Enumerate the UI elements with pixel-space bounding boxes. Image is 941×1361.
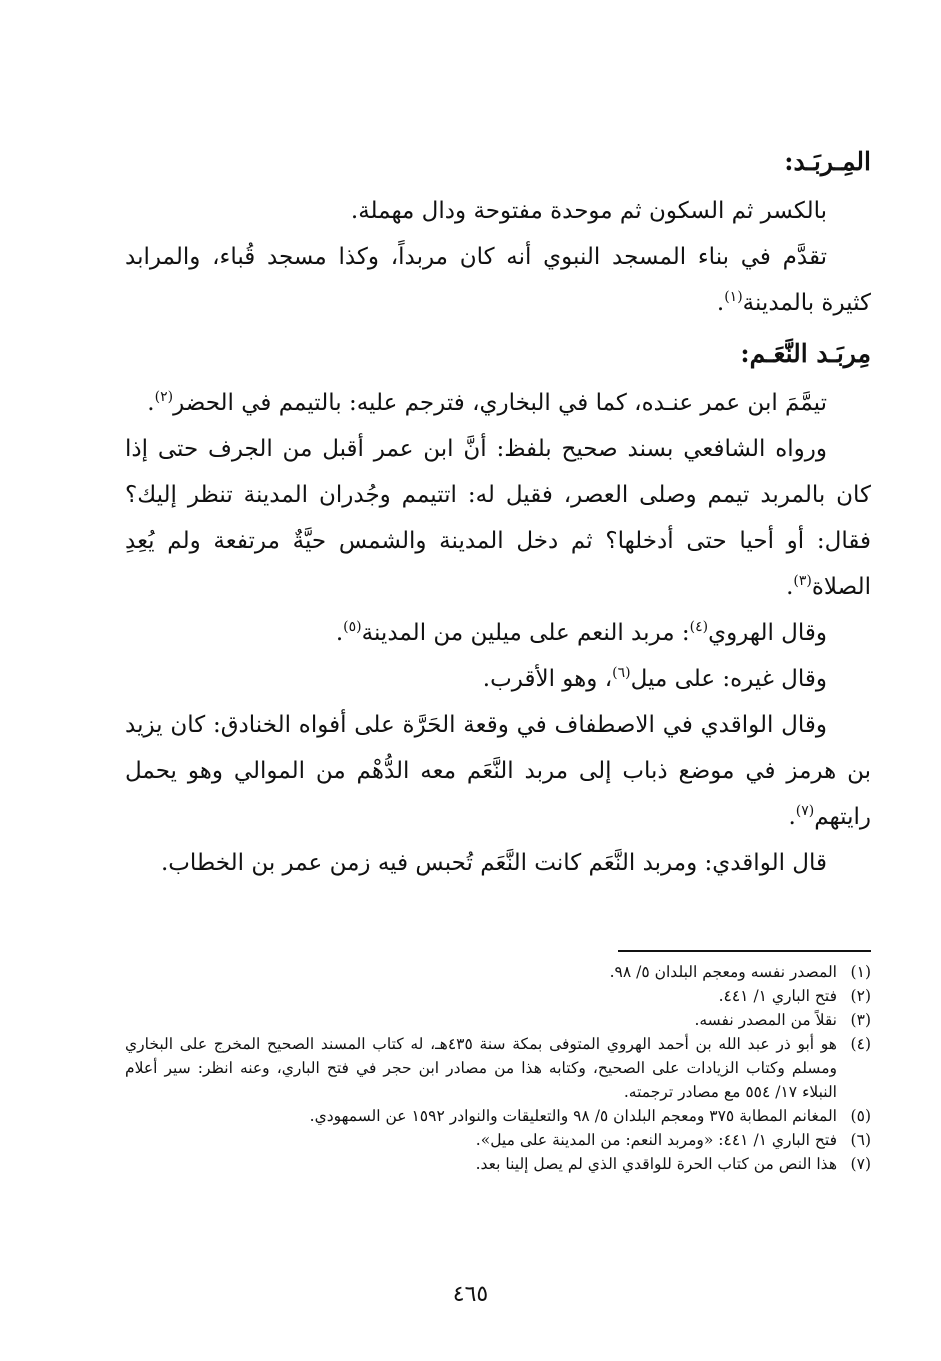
footnote-item	[125, 984, 871, 1008]
footnote-text: المصدر نفسه ومعجم البلدان ٥/ ٩٨.	[609, 963, 837, 981]
footnote-ref[interactable]: (١)	[724, 289, 743, 305]
footnote-text: هذا النص من كتاب الحرة للواقدي الذي لم يصل إلينا بعد.	[475, 1155, 837, 1173]
paragraph	[125, 188, 871, 234]
paragraph	[125, 702, 871, 840]
footnote-ref[interactable]: (٧)	[795, 803, 815, 819]
entry-heading-mirbad-alnaam: مِربَـد النَّعَـم:	[740, 339, 871, 368]
paragraph-text: قال الواقدي: ومربد النَّعَم كانت النَّعَم تُحبس فيه زمن عمر بن الخطاب.	[160, 850, 827, 876]
paragraph-text: وقال غيره: على ميل	[630, 666, 827, 692]
footnote-item	[125, 1032, 871, 1104]
paragraph-text: وقال الواقدي في الاصطفاف في وقعة الحَرَّة على أفواه الخنادق: كان يزيد بن هرمز في موضع ذباب إلى مربد النَّعَم معه الدُّهْم من الموالي وهو يحمل رايتهم	[125, 712, 871, 830]
footnote-number: (٣)	[850, 1011, 871, 1029]
paragraph	[125, 610, 871, 656]
paragraph-text-tail: .	[788, 804, 796, 830]
entry-heading-mirbad: المِـربَـد:	[784, 147, 871, 176]
footnote-number: (٤)	[850, 1035, 871, 1053]
paragraph-text-tail: : مربد النعم على ميلين من المدينة	[361, 620, 690, 646]
paragraph	[125, 426, 871, 610]
footnote-text: المغانم المطابة ٣٧٥ ومعجم البلدان ٥/ ٩٨ والتعليقات والنوادر ١٥٩٢ عن السمهودي.	[309, 1107, 837, 1125]
paragraph-text-tail: .	[716, 290, 725, 316]
paragraph-text: وقال الهروي	[708, 620, 827, 646]
entry-body-mirbad-alnaam	[125, 380, 871, 886]
footnote-ref[interactable]: (٣)	[793, 573, 812, 589]
footnote-text: نقلاً من المصدر نفسه.	[694, 1011, 837, 1029]
footnote-separator	[618, 950, 871, 952]
footnote-number: (٢)	[850, 987, 871, 1005]
paragraph-text-tail: .	[335, 620, 344, 646]
footnote-text: فتح الباري ١/ ٤٤١: «ومربد النعم: من المدينة على ميل».	[475, 1131, 837, 1149]
paragraph	[125, 840, 871, 886]
footnote-ref[interactable]: (٢)	[154, 389, 174, 405]
paragraph-text-tail: .	[786, 574, 794, 600]
paragraph-text: تقدَّم في بناء المسجد النبوي أنه كان مربداً، وكذا مسجد قُباء، والمرابد كثيرة بالمدينة	[125, 244, 871, 316]
footnote-item	[125, 1128, 871, 1152]
page-number: ٤٦٥	[452, 1282, 489, 1307]
footnote-number: (١)	[850, 963, 871, 981]
footnote-ref[interactable]: (٥)	[343, 619, 362, 635]
paragraph	[125, 234, 871, 326]
footnote-number: (٧)	[850, 1155, 871, 1173]
paragraph-text: تيمَّمَ ابن عمر عنـده، كما في البخاري، فترجم عليه: بالتيمم في الحضر	[173, 390, 827, 416]
footnote-text: هو أبو ذر عبد الله بن أحمد الهروي المتوفى بمكة سنة ٤٣٥هـ، له كتاب المسند الصحيح المخرج على البخاري ومسلم وكتاب الزيادات على الصحيح، وكتابه هذا من مصادر ابن حجر في فتح الباري، وعنه انظر: سير أعلام النبلاء ١٧/ ٥٥٤ مع مصادر ترجمته.	[125, 1035, 837, 1101]
footnote-item	[125, 1008, 871, 1032]
footnote-item	[125, 1104, 871, 1128]
footnote-number: (٥)	[850, 1107, 871, 1125]
paragraph	[125, 380, 871, 426]
footnotes	[125, 960, 871, 1176]
paragraph-text: بالكسر ثم السكون ثم موحدة مفتوحة ودال مهملة.	[350, 198, 827, 224]
footnote-ref[interactable]: (٤)	[689, 619, 709, 635]
paragraph-text-tail: ، وهو الأقرب.	[482, 666, 613, 692]
paragraph-text: ورواه الشافعي بسند صحيح بلفظ: أنَّ ابن عمر أقبل من الجرف حتى إذا كان بالمربد تيمم وصلى العصر، فقيل له: اتتيمم وجُدران المدينة تنظر إليك؟ فقال: أو أحيا حتى أدخلها؟ ثم دخل المدينة والشمس حيَّةٌ مرتفعة ولم يُعِدِ الصلاة	[125, 436, 871, 600]
paragraph-text-tail: .	[147, 390, 155, 416]
footnote-item	[125, 1152, 871, 1176]
footnote-ref[interactable]: (٦)	[612, 665, 631, 681]
footnote-item	[125, 960, 871, 984]
footnote-text: فتح الباري ١/ ٤٤١.	[718, 987, 837, 1005]
entry-body-mirbad	[125, 188, 871, 326]
paragraph	[125, 656, 871, 702]
footnote-number: (٦)	[850, 1131, 871, 1149]
